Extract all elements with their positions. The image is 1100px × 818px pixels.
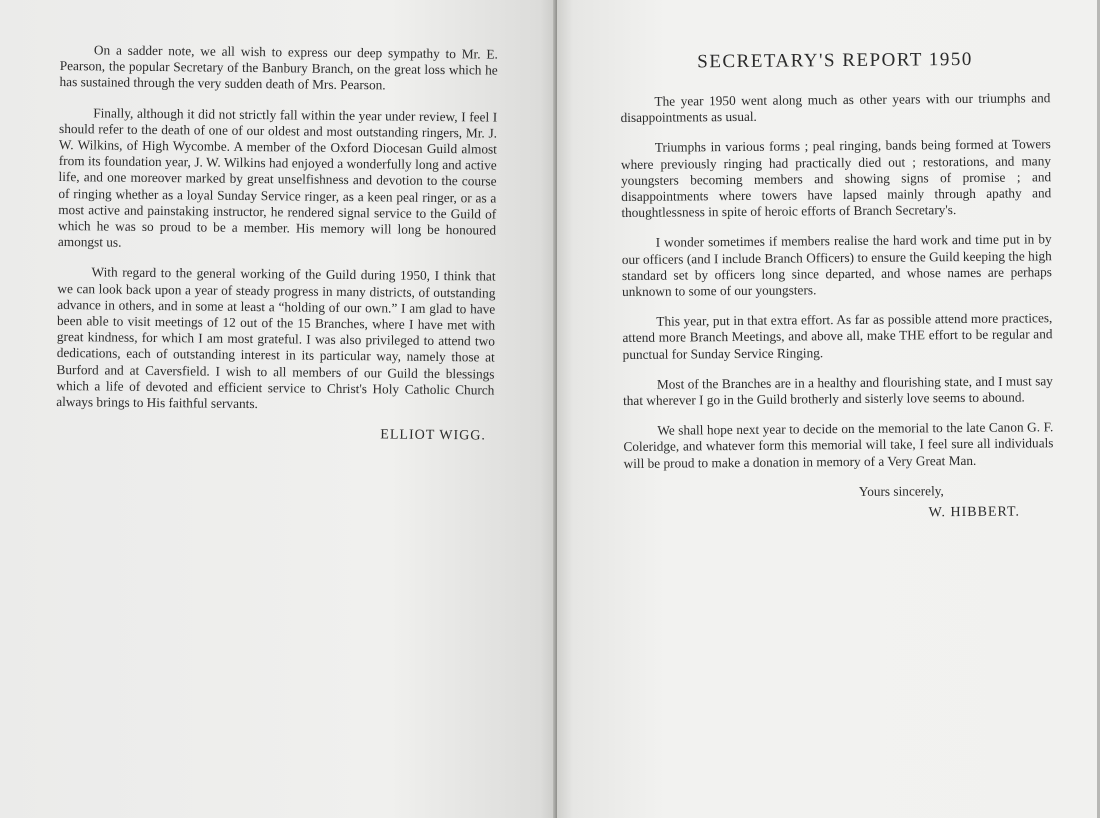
right-paragraph-6: We shall hope next year to decide on the memorial to the late Canon G. F. Coleridge, and whatever form this memorial will take, I feel sure all individuals will be proud to make a donation in memory of a Very Great Man. [623, 419, 1054, 471]
right-signature: W. HIBBERT. [928, 504, 1021, 521]
right-paragraph-2: Triumphs in various forms ; peal ringing, bands being formed at Towers where previously ringing had practically died out ; restorations, and many youngsters becoming members and showing signs of promise ; and disappointments where towers have lapsed mainly through apathy and thoughtlessness in spite of heroic efforts of Branch Secretary's. [620, 136, 1052, 221]
closing-salutation: Yours sincerely, [858, 483, 944, 499]
right-paragraph-1: The year 1950 went along much as other years with our triumphs and disappointments as usual. [620, 90, 1051, 126]
right-paragraph-5: Most of the Branches are in a healthy and flourishing state, and I must say that wherever I go in the Guild brotherly and sisterly love seems to abound. [622, 373, 1053, 409]
right-paragraph-3: I wonder sometimes if members realise the hard work and time put in by our officers (and I include Branch Officers) to ensure the Guild keeping the high standard set by officers long since departed, and whose names are perhaps unknown to some of our youngsters. [621, 231, 1052, 300]
left-page-text-column [56, 42, 498, 459]
left-signature: ELLIOT WIGG. [380, 427, 486, 444]
right-page-text-column [620, 48, 1054, 538]
report-heading: SECRETARY'S REPORT 1950 [697, 48, 973, 73]
left-paragraph-2: Finally, although it did not strictly fall within the year under review, I feel I should refer to the death of one of our oldest and most outstanding ringers, Mr. J. W. Wilkins, of High Wycombe. A member of the Oxford Diocesan Guild almost from its foundation year, J. W. Wilkins had enjoyed a wonderfully long and active life, and one moreover marked by great unselfishness and devotion to the course of ringing whether as a loyal Sunday Service ringer, as a keen peal ringer, or as a most active and painstaking instructor, he rendered signal service to the Guild of which he was so proud to be a member. His memory will long be honoured amongst us. [57, 104, 498, 250]
right-paragraph-4: This year, put in that extra effort. As far as possible attend more practices, attend more Branch Meetings, and above all, make THE effort to be regular and punctual for Sunday Service Ringing. [622, 310, 1053, 362]
left-paragraph-3: With regard to the general working of the Guild during 1950, I think that we can look back upon a year of steady progress in many districts, of outstanding advance in others, and in some at least a “holding of our own.” I am glad to have been able to visit meetings of 12 out of the 15 Branches, where I have met with great kindness, for which I am most grateful. I was also privileged to attend two dedications, each of outstanding interest in its particular way, namely those at Burford and at Caversfield. I wish to all members of our Guild the blessings which a life of devoted and efficient service to Christ's Holy Catholic Church always brings to His faithful servants. [56, 264, 496, 412]
left-paragraph-1: On a sadder note, we all wish to express our deep sympathy to Mr. E. Pearson, the popular Secretary of the Banbury Branch, on the great loss which he has sustained through the very sudden death of Mrs. Pearson. [59, 42, 498, 93]
